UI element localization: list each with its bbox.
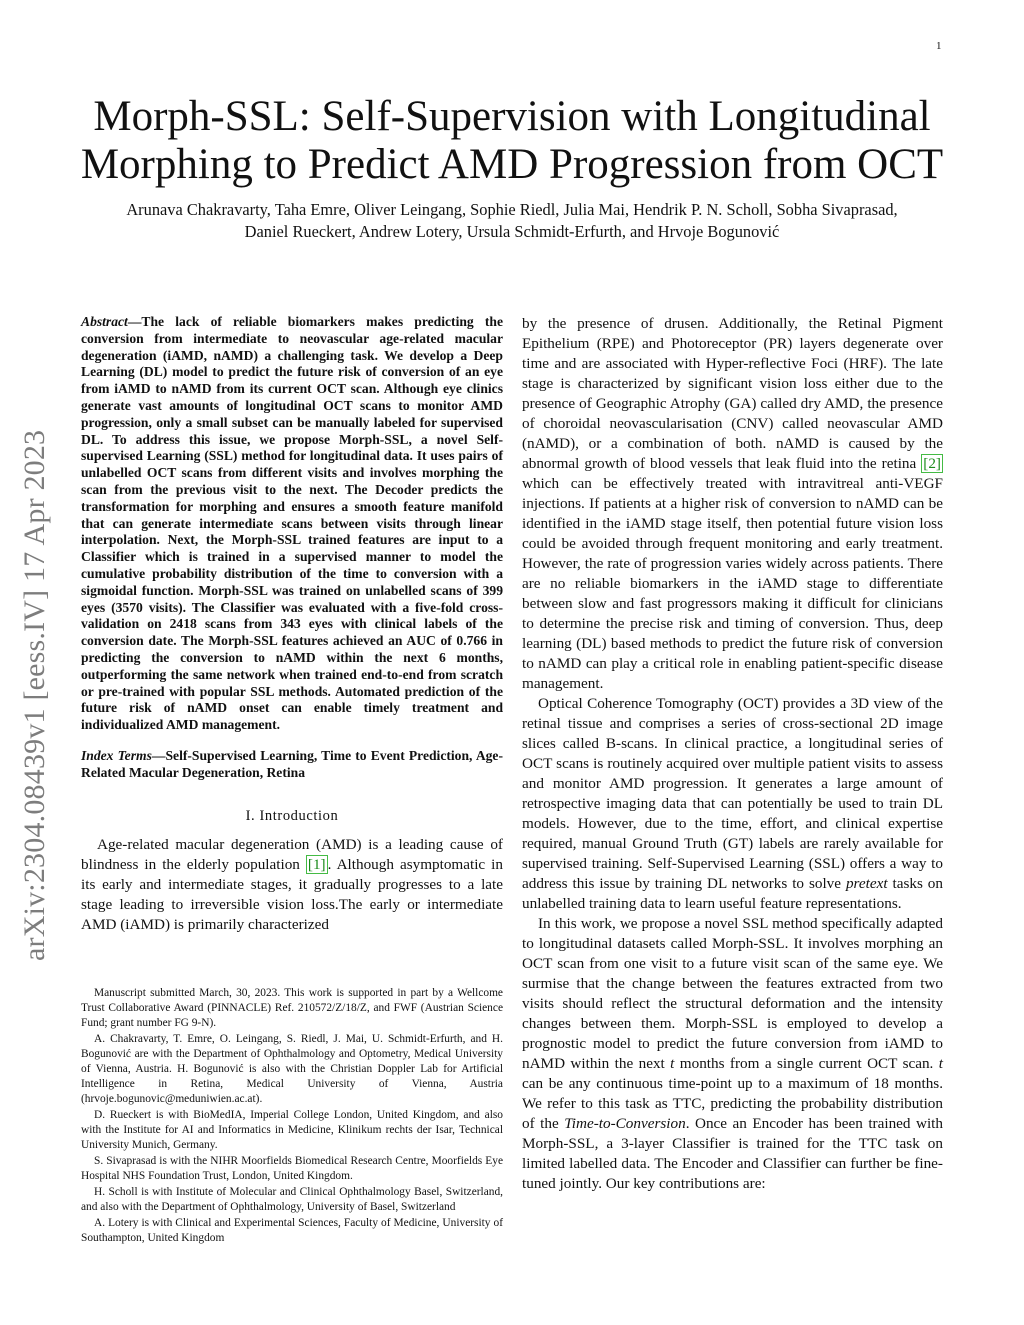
citation-link-1[interactable]: [1] (307, 855, 326, 873)
right-p3-text-c: can be any continuous time-point up to a maximum of 18 months. We refer to this task as TTC, predicting the probability distribution of the (522, 1075, 943, 1132)
footnote-affiliation-rueckert: D. Rueckert is with BioMedIA, Imperial College London, United Kingdom, and also with the Institute for AI and Informatics in Medicine, Klinikum rechts der Isar, Technical University Munich, Germany. (81, 1109, 503, 1151)
right-paragraph-3 (522, 914, 943, 1194)
right-p3-text-a: In this work, we propose a novel SSL method specifically adapted to longitudinal datasets called Morph-SSL. It involves morphing an OCT scan from one visit to a future visit scan of the same eye. We surmise that the change between the features extracted from two visits should reflect the structural deformation and the intensity changes between them. Morph-SSL is employed to develop a prognostic model to predict the future conversion from iAMD to nAMD within the next (522, 915, 943, 1072)
arxiv-stamp: arXiv:2304.08439v1 [eess.IV] 17 Apr 2023 (18, 429, 51, 961)
paper-title (60, 93, 964, 189)
section-heading-introduction: I. Introduction (245, 807, 339, 824)
right-paragraph-2 (522, 694, 943, 914)
right-p3-text-b: months from a single current OCT scan. (674, 1055, 939, 1072)
footnotes (81, 986, 503, 1247)
intro-paragraph-1 (81, 835, 503, 935)
index-terms (81, 748, 503, 782)
index-terms-text: —Self-Supervised Learning, Time to Event Prediction, Age-Related Macular Degeneration, Retina (81, 747, 503, 780)
right-p3-text-d: . Once an Encoder has been trained with Morph-SSL, a 3-layer Classifier is trained for the TTC task on limited labelled data. The Encoder and Classifier can further be fine-tuned jointly. Our key contributions are: (522, 1115, 943, 1192)
citation-link-2[interactable]: [2] (923, 455, 941, 472)
author-list: Arunava Chakravarty, Taha Emre, Oliver Leingang, Sophie Riedl, Julia Mai, Hendrik P. N. Scholl, Sobha Sivaprasad, Daniel Rueckert, Andrew Lotery, Ursula Schmidt-Erfurth, and Hrvoje Bogunović (126, 200, 898, 241)
index-terms-label: Index Terms (81, 747, 152, 763)
math-t-2: t (938, 1055, 943, 1072)
ttc-emphasis: Time-to-Conversion (564, 1115, 686, 1132)
page-number: 1 (936, 40, 942, 52)
left-column (81, 314, 503, 935)
right-column (522, 314, 943, 1194)
right-p1-text-b: which can be effectively treated with intravitreal anti-VEGF injections. If patients at a higher risk of conversion to nAMD can be identified in the iAMD stage itself, then potential future vision loss could be avoided through frequent monitoring and early treatment. However, the rate of progression varies widely across patients. There are no reliable biomarkers in the iAMD stage to differentiate between slow and fast progressors making it difficult for clinicians to determine the precise risk and timing of conversion. Thus, deep learning (DL) based methods to predict the future risk of conversion to nAMD can play a critical role in enabling patient-specific disease management. (522, 475, 943, 692)
title-line-2: Morphing to Predict AMD Progression from OCT (80, 141, 944, 188)
title-line-1: Morph-SSL: Self-Supervision with Longitudinal (93, 93, 931, 140)
intro-text-a: Age-related macular degeneration (AMD) is a leading cause of blindness in the elderly population (81, 835, 503, 873)
footnote-affiliation-vienna: A. Chakravarty, T. Emre, O. Leingang, S. Riedl, J. Mai, U. Schmidt-Erfurth, and H. Bogunović are with the Department of Ophthalmology and Optometry, Medical University of Vienna, Austria. H. Bogunović is also with the Christian Doppler Lab for Artificial Intelligence in Retina, Medical University of Vienna, Austria (hrvoje.bogunovic@meduniwien.ac.at). (81, 1033, 503, 1105)
footnote-affiliation-scholl: H. Scholl is with Institute of Molecular and Clinical Ophthalmology Basel, Switzerland, and also with the Department of Ophthalmology, University of Basel, Switzerland (81, 1186, 503, 1213)
footnote-funding: Manuscript submitted March, 30, 2023. This work is supported in part by a Wellcome Trust Collaborative Award (PINNACLE) Ref. 210572/Z/18/Z, and FWF (Austrian Science Fund; grant number FG 9-N). (81, 987, 503, 1029)
pretext-emphasis: pretext (845, 875, 888, 892)
right-paragraph-1 (522, 314, 943, 694)
right-p2-text-b: tasks on unlabelled training data to learn useful feature representations. (522, 875, 943, 912)
footnote-affiliation-sivaprasad: S. Sivaprasad is with the NIHR Moorfields Biomedical Research Centre, Moorfields Eye Hospital NHS Foundation Trust, London, United Kingdom. (81, 1155, 503, 1182)
abstract (81, 314, 503, 734)
abstract-label: Abstract (81, 314, 128, 329)
math-t-1: t (670, 1055, 675, 1072)
right-p2-text-a: Optical Coherence Tomography (OCT) provides a 3D view of the retinal tissue and comprises a series of cross-sectional 2D image slices called B-scans. In clinical practice, a longitudinal series of OCT scans is routinely acquired over multiple patient visits to assess and monitor AMD progression. It generates a large amount of retrospective imaging data that can potentially be used to train DL models. However, due to the time, effort, and clinical expertise required, manual Ground Truth (GT) labels are rarely available for supervised training. Self-Supervised Learning (SSL) offers a way to address this issue by training DL networks to solve (522, 695, 943, 892)
footnote-affiliation-lotery: A. Lotery is with Clinical and Experimental Sciences, Faculty of Medicine, University of Southampton, United Kingdom (81, 1217, 503, 1244)
right-p1-text-a: by the presence of drusen. Additionally, the Retinal Pigment Epithelium (RPE) and Photoreceptor (PR) layers degenerate over time and are associated with Hyper-reflective Foci (HRF). The late stage is characterized by significant vision loss either due to the presence of Geographic Atrophy (GA) called dry AMD, the presence of choroidal neovascularisation (CNV) called neovascular AMD (nAMD), or a combination of both. nAMD is caused by the abnormal growth of blood vessels that leak fluid into the retina (522, 315, 943, 472)
abstract-text: —The lack of reliable biomarkers makes predicting the conversion from intermediate to neovascular age-related macular degeneration (iAMD, nAMD) a challenging task. We develop a Deep Learning (DL) model to predict the future risk of conversion of an eye from iAMD to nAMD from its current OCT scan. Although eye clinics generate vast amounts of longitudinal OCT scans to monitor AMD progression, only a small subset can be manually labeled for supervised DL. To address this issue, we propose Morph-SSL, a novel Self-supervised Learning (SSL) method for longitudinal data. It uses pairs of unlabelled OCT scans from different visits and involves morphing the scan from the previous visit to the next. The Decoder predicts the transformation for morphing and ensures a smooth feature manifold that can generate intermediate scans between visits through linear interpolation. Next, the Morph-SSL trained features are input to a Classifier which is trained in a supervised manner to model the cumulative probability distribution of the time to conversion with a sigmoidal function. Morph-SSL was trained on unlabelled scans of 399 eyes (3570 visits). The Classifier was evaluated with a five-fold cross-validation on 2418 scans from 343 eyes with clinical labels of the conversion date. The Morph-SSL features achieved an AUC of 0.766 in predicting the conversion to nAMD within the next 6 months, outperforming the same network when trained end-to-end from scratch or pre-trained with popular SSL methods. Automated prediction of the future risk of nAMD onset can enable timely treatment and individualized AMD management. (81, 314, 503, 733)
intro-text-b: . Although asymptomatic in its early and intermediate stages, it gradually progresses to a late stage leading to irreversible vision loss.The early or intermediate AMD (iAMD) is primarily characterized (81, 855, 503, 933)
